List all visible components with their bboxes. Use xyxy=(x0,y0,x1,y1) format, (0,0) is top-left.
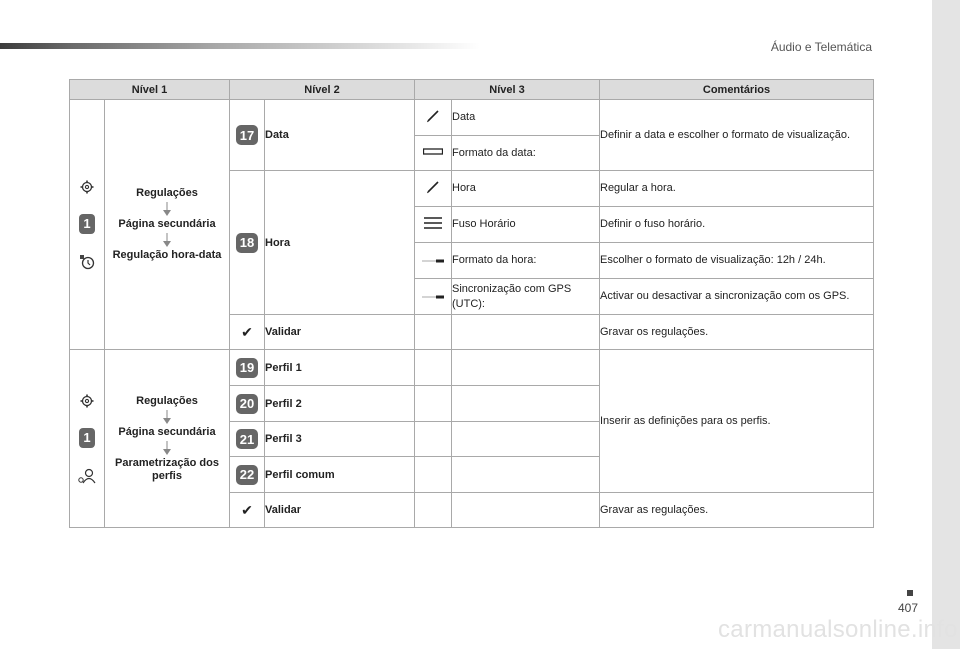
watermark: carmanualsonline.info xyxy=(718,616,958,643)
user-profile-icon xyxy=(78,468,96,484)
list-icon xyxy=(424,216,442,230)
comment-validate: Gravar os regulações. xyxy=(600,315,874,350)
empty-cell xyxy=(415,457,452,493)
arrow-down-icon xyxy=(162,441,172,455)
badge-cell xyxy=(230,422,265,457)
level2-profile-1: Perfil 1 xyxy=(265,350,415,386)
empty-cell xyxy=(452,315,600,350)
pencil-icon xyxy=(426,180,440,194)
gear-icon xyxy=(80,180,94,194)
level3-icon-cell xyxy=(415,100,452,136)
header-level2: Nível 2 xyxy=(230,80,415,100)
table-row xyxy=(70,350,874,386)
empty-cell xyxy=(415,386,452,422)
step-badge: 17 xyxy=(236,125,258,145)
flow-step-profiles: Parametrização dos perfis xyxy=(115,456,219,482)
level2-validate: Validar xyxy=(265,315,415,350)
level2-profile-3: Perfil 3 xyxy=(265,422,415,457)
flow-step-settings: Regulações xyxy=(136,394,198,407)
level2-time: Hora xyxy=(265,171,415,315)
level3-time: Hora xyxy=(452,171,600,207)
group1-flow xyxy=(105,100,230,350)
validate-icon-cell xyxy=(230,493,265,528)
arrow-down-icon xyxy=(162,202,172,216)
gear-icon xyxy=(80,394,94,408)
empty-cell xyxy=(415,315,452,350)
pencil-icon xyxy=(426,109,440,123)
step-badge: 21 xyxy=(236,429,258,449)
step-badge: 1 xyxy=(79,214,95,234)
level3-icon-cell xyxy=(415,171,452,207)
step-badge: 20 xyxy=(236,394,258,414)
empty-cell xyxy=(452,350,600,386)
table-row xyxy=(70,100,874,136)
badge-cell xyxy=(230,171,265,315)
step-badge: 19 xyxy=(236,358,258,378)
flow-step-secondary-page: Página secundária xyxy=(118,425,216,438)
empty-cell xyxy=(452,493,600,528)
level3-date-format: Formato da data: xyxy=(452,136,600,171)
clock-settings-icon xyxy=(79,254,95,270)
checkmark-icon: ✔ xyxy=(241,323,253,340)
group1-icons xyxy=(70,100,105,350)
date-format-icon xyxy=(423,148,443,156)
header-level3: Nível 3 xyxy=(415,80,600,100)
badge-cell xyxy=(230,100,265,171)
level3-gps-sync: Sincronização com GPS (UTC): xyxy=(452,279,600,315)
level3-date: Data xyxy=(452,100,600,136)
toggle-icon xyxy=(422,294,444,300)
toggle-icon xyxy=(422,258,444,264)
comment-date: Definir a data e escolher o formato de visualização. xyxy=(600,100,874,171)
badge-cell xyxy=(230,350,265,386)
page-number: 407 xyxy=(898,601,919,615)
comment-time-format: Escolher o formato de visualização: 12h / 24h. xyxy=(600,243,874,279)
step-badge: 18 xyxy=(236,233,258,253)
arrow-down-icon xyxy=(162,233,172,247)
section-title: Áudio e Telemática xyxy=(770,40,872,54)
comment-time-zone: Definir o fuso horário. xyxy=(600,207,874,243)
empty-cell xyxy=(452,422,600,457)
flow-step-time-date: Regulação hora-data xyxy=(112,249,222,261)
empty-cell xyxy=(452,457,600,493)
empty-cell xyxy=(415,350,452,386)
empty-cell xyxy=(415,422,452,457)
level2-validate: Validar xyxy=(265,493,415,528)
comment-profiles: Inserir as definições para os perfis. xyxy=(600,350,874,493)
level3-icon-cell xyxy=(415,136,452,171)
header-comments: Comentários xyxy=(600,80,874,100)
badge-cell xyxy=(230,457,265,493)
level2-profile-common: Perfil comum xyxy=(265,457,415,493)
level3-time-zone: Fuso Horário xyxy=(452,207,600,243)
badge-cell xyxy=(230,386,265,422)
level3-icon-cell xyxy=(415,279,452,315)
level3-time-format: Formato da hora: xyxy=(452,243,600,279)
flow-step-settings: Regulações xyxy=(136,187,198,199)
arrow-down-icon xyxy=(162,410,172,424)
header-gradient-bar xyxy=(0,43,480,49)
validate-icon-cell xyxy=(230,315,265,350)
step-badge: 22 xyxy=(236,465,258,485)
empty-cell xyxy=(415,493,452,528)
level3-icon-cell xyxy=(415,207,452,243)
header-level1: Nível 1 xyxy=(70,80,230,100)
level2-profile-2: Perfil 2 xyxy=(265,386,415,422)
settings-table xyxy=(69,79,874,528)
group2-flow xyxy=(105,350,230,528)
group2-icons xyxy=(70,350,105,528)
comment-validate: Gravar as regulações. xyxy=(600,493,874,528)
page-side-bar xyxy=(932,0,960,649)
table-header-row xyxy=(70,80,874,100)
empty-cell xyxy=(452,386,600,422)
checkmark-icon: ✔ xyxy=(241,501,253,518)
level3-icon-cell xyxy=(415,243,452,279)
step-badge: 1 xyxy=(79,428,95,448)
comment-gps-sync: Activar ou desactivar a sincronização com os GPS. xyxy=(600,279,874,315)
level2-date: Data xyxy=(265,100,415,171)
page-marker xyxy=(907,590,913,596)
comment-time: Regular a hora. xyxy=(600,171,874,207)
flow-step-secondary-page: Página secundária xyxy=(118,218,216,230)
